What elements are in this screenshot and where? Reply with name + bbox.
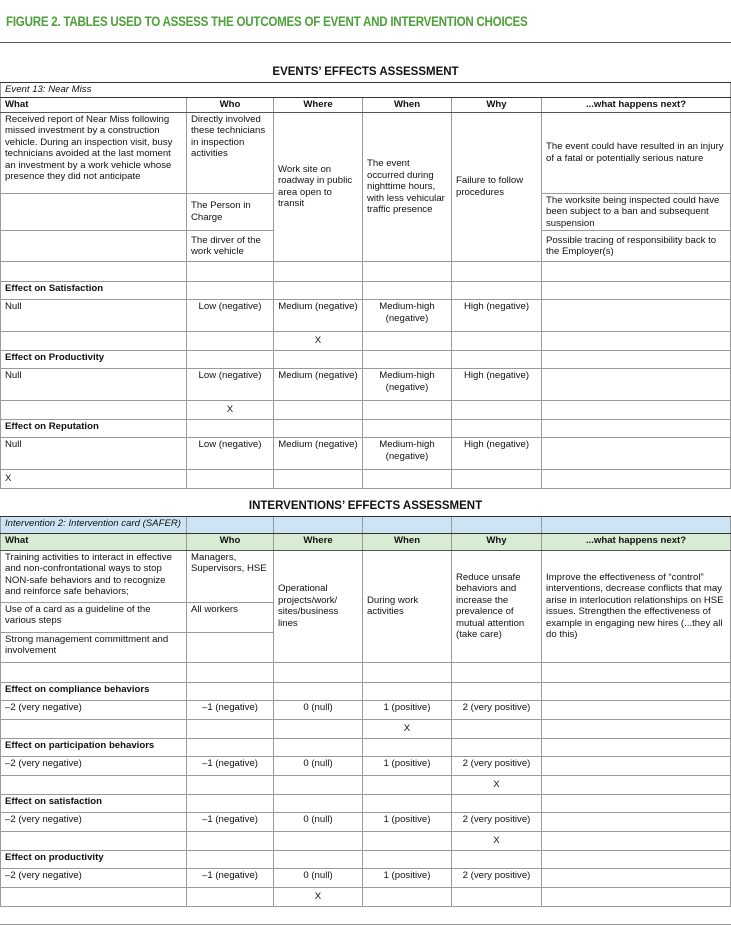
effect-value: Medium (negative) (274, 369, 363, 401)
interventions-case-label: Intervention 2: Intervention card (SAFER) (1, 516, 187, 533)
intervention-what-3: Strong management committment and involvement (1, 632, 187, 662)
effect-title: Effect on participation behaviors (1, 738, 187, 756)
effect-title: Effect on Reputation (1, 420, 187, 438)
effect-value: 1 (positive) (363, 812, 452, 831)
header-who: Who (187, 97, 274, 112)
effect-value: 2 (very positive) (452, 868, 542, 887)
intervention-who-2: All workers (187, 602, 274, 632)
header-why: Why (452, 97, 542, 112)
effect-value: 1 (positive) (363, 868, 452, 887)
effect-title: Effect on compliance behaviors (1, 682, 187, 700)
effect-value: –1 (negative) (187, 812, 274, 831)
event-next-3: Possible tracing of responsibility back to the Employer(s) (542, 231, 731, 262)
effect-value: –1 (negative) (187, 756, 274, 775)
intervention-why: Reduce unsafe behaviors and increase the prevalence of mutual attention (take care) (452, 550, 542, 662)
interventions-section-title: INTERVENTIONS’ EFFECTS ASSESSMENT (1, 492, 731, 516)
selection-mark: X (187, 401, 274, 420)
events-case-label: Event 13: Near Miss (1, 82, 731, 97)
effect-value: Low (negative) (187, 300, 274, 332)
effect-value: –2 (very negative) (1, 756, 187, 775)
event-who-2: The Person in Charge (187, 193, 274, 231)
selection-mark: X (452, 831, 542, 850)
title-divider (0, 42, 731, 43)
event-next-1: The event could have resulted in an injury of a fatal or potentially serious nature (542, 112, 731, 193)
effect-value: Medium (negative) (274, 300, 363, 332)
effect-value: 2 (very positive) (452, 700, 542, 719)
effect-title: Effect on productivity (1, 850, 187, 868)
header-next: ...what happens next? (542, 97, 731, 112)
header-when: When (363, 97, 452, 112)
effect-value: –2 (very negative) (1, 812, 187, 831)
event-next-2: The worksite being inspected could have been subject to a ban and subsequent suspension (542, 193, 731, 231)
effect-value: Medium (negative) (274, 438, 363, 470)
intervention-next: Improve the effectiveness of “control” interventions, decrease conflicts that may arise in interlocution relationships on HSE issues. Strengthen the effectiveness of example in engaging new hires (...they all do this) (542, 550, 731, 662)
effect-value: Null (1, 300, 187, 332)
event-where: Work site on roadway in public area open to transit (274, 112, 363, 262)
effect-value: High (negative) (452, 438, 542, 470)
effect-value: Medium-high (negative) (363, 300, 452, 332)
header-who: Who (187, 533, 274, 550)
event-who-1: Directly involved these technicians in inspection activities (187, 112, 274, 193)
selection-mark: X (363, 719, 452, 738)
effect-value: 0 (null) (274, 868, 363, 887)
intervention-where: Operational projects/work/ sites/business lines (274, 550, 363, 662)
effect-value: –1 (negative) (187, 700, 274, 719)
effect-value: Medium-high (negative) (363, 438, 452, 470)
header-why: Why (452, 533, 542, 550)
effect-value: Null (1, 369, 187, 401)
interventions-table (0, 492, 731, 907)
intervention-who-1: Managers, Supervisors, HSE (187, 550, 274, 602)
effect-value: High (negative) (452, 300, 542, 332)
effect-title: Effect on Satisfaction (1, 282, 187, 300)
header-what: What (1, 97, 187, 112)
selection-mark: X (274, 332, 363, 351)
header-next: ...what happens next? (542, 533, 731, 550)
header-when: When (363, 533, 452, 550)
effect-value: –1 (negative) (187, 868, 274, 887)
event-when: The event occurred during nighttime hours, with less vehicular traffic presence (363, 112, 452, 262)
effect-value: 1 (positive) (363, 756, 452, 775)
events-table (0, 53, 731, 489)
effect-value: Null (1, 438, 187, 470)
effect-value: 2 (very positive) (452, 812, 542, 831)
effect-title: Effect on Productivity (1, 351, 187, 369)
selection-mark: X (1, 470, 187, 489)
effect-value: –2 (very negative) (1, 700, 187, 719)
effect-value: 0 (null) (274, 700, 363, 719)
header-where: Where (274, 97, 363, 112)
effect-value: 0 (null) (274, 812, 363, 831)
event-why: Failure to follow procedures (452, 112, 542, 262)
event-who-3: The dirver of the work vehicle (187, 231, 274, 262)
effect-value: Low (negative) (187, 369, 274, 401)
bottom-divider (0, 924, 731, 925)
event-what: Received report of Near Miss following missed investment by a construction vehicle. During an inspection visit, busy technicians avoided at the last moment an investment by a work vehicle whose presence they did not anticipate (1, 112, 187, 193)
intervention-what-2: Use of a card as a guideline of the various steps (1, 602, 187, 632)
header-where: Where (274, 533, 363, 550)
effect-value: –2 (very negative) (1, 868, 187, 887)
figure-title: FIGURE 2. TABLES USED TO ASSESS THE OUTCOMES OF EVENT AND INTERVENTION CHOICES (6, 14, 528, 29)
effect-value: Medium-high (negative) (363, 369, 452, 401)
effect-value: 1 (positive) (363, 700, 452, 719)
effect-value: 0 (null) (274, 756, 363, 775)
effect-title: Effect on satisfaction (1, 794, 187, 812)
intervention-what-1: Training activities to interact in effective and non-confrontational ways to stop NON-safe behaviors and to recognize and reinforce safe behaviors; (1, 550, 187, 602)
effect-value: Low (negative) (187, 438, 274, 470)
effect-value: 2 (very positive) (452, 756, 542, 775)
events-section-title: EVENTS’ EFFECTS ASSESSMENT (1, 53, 731, 82)
selection-mark: X (452, 775, 542, 794)
effect-value: High (negative) (452, 369, 542, 401)
selection-mark: X (274, 887, 363, 906)
intervention-when: During work activities (363, 550, 452, 662)
header-what: What (1, 533, 187, 550)
